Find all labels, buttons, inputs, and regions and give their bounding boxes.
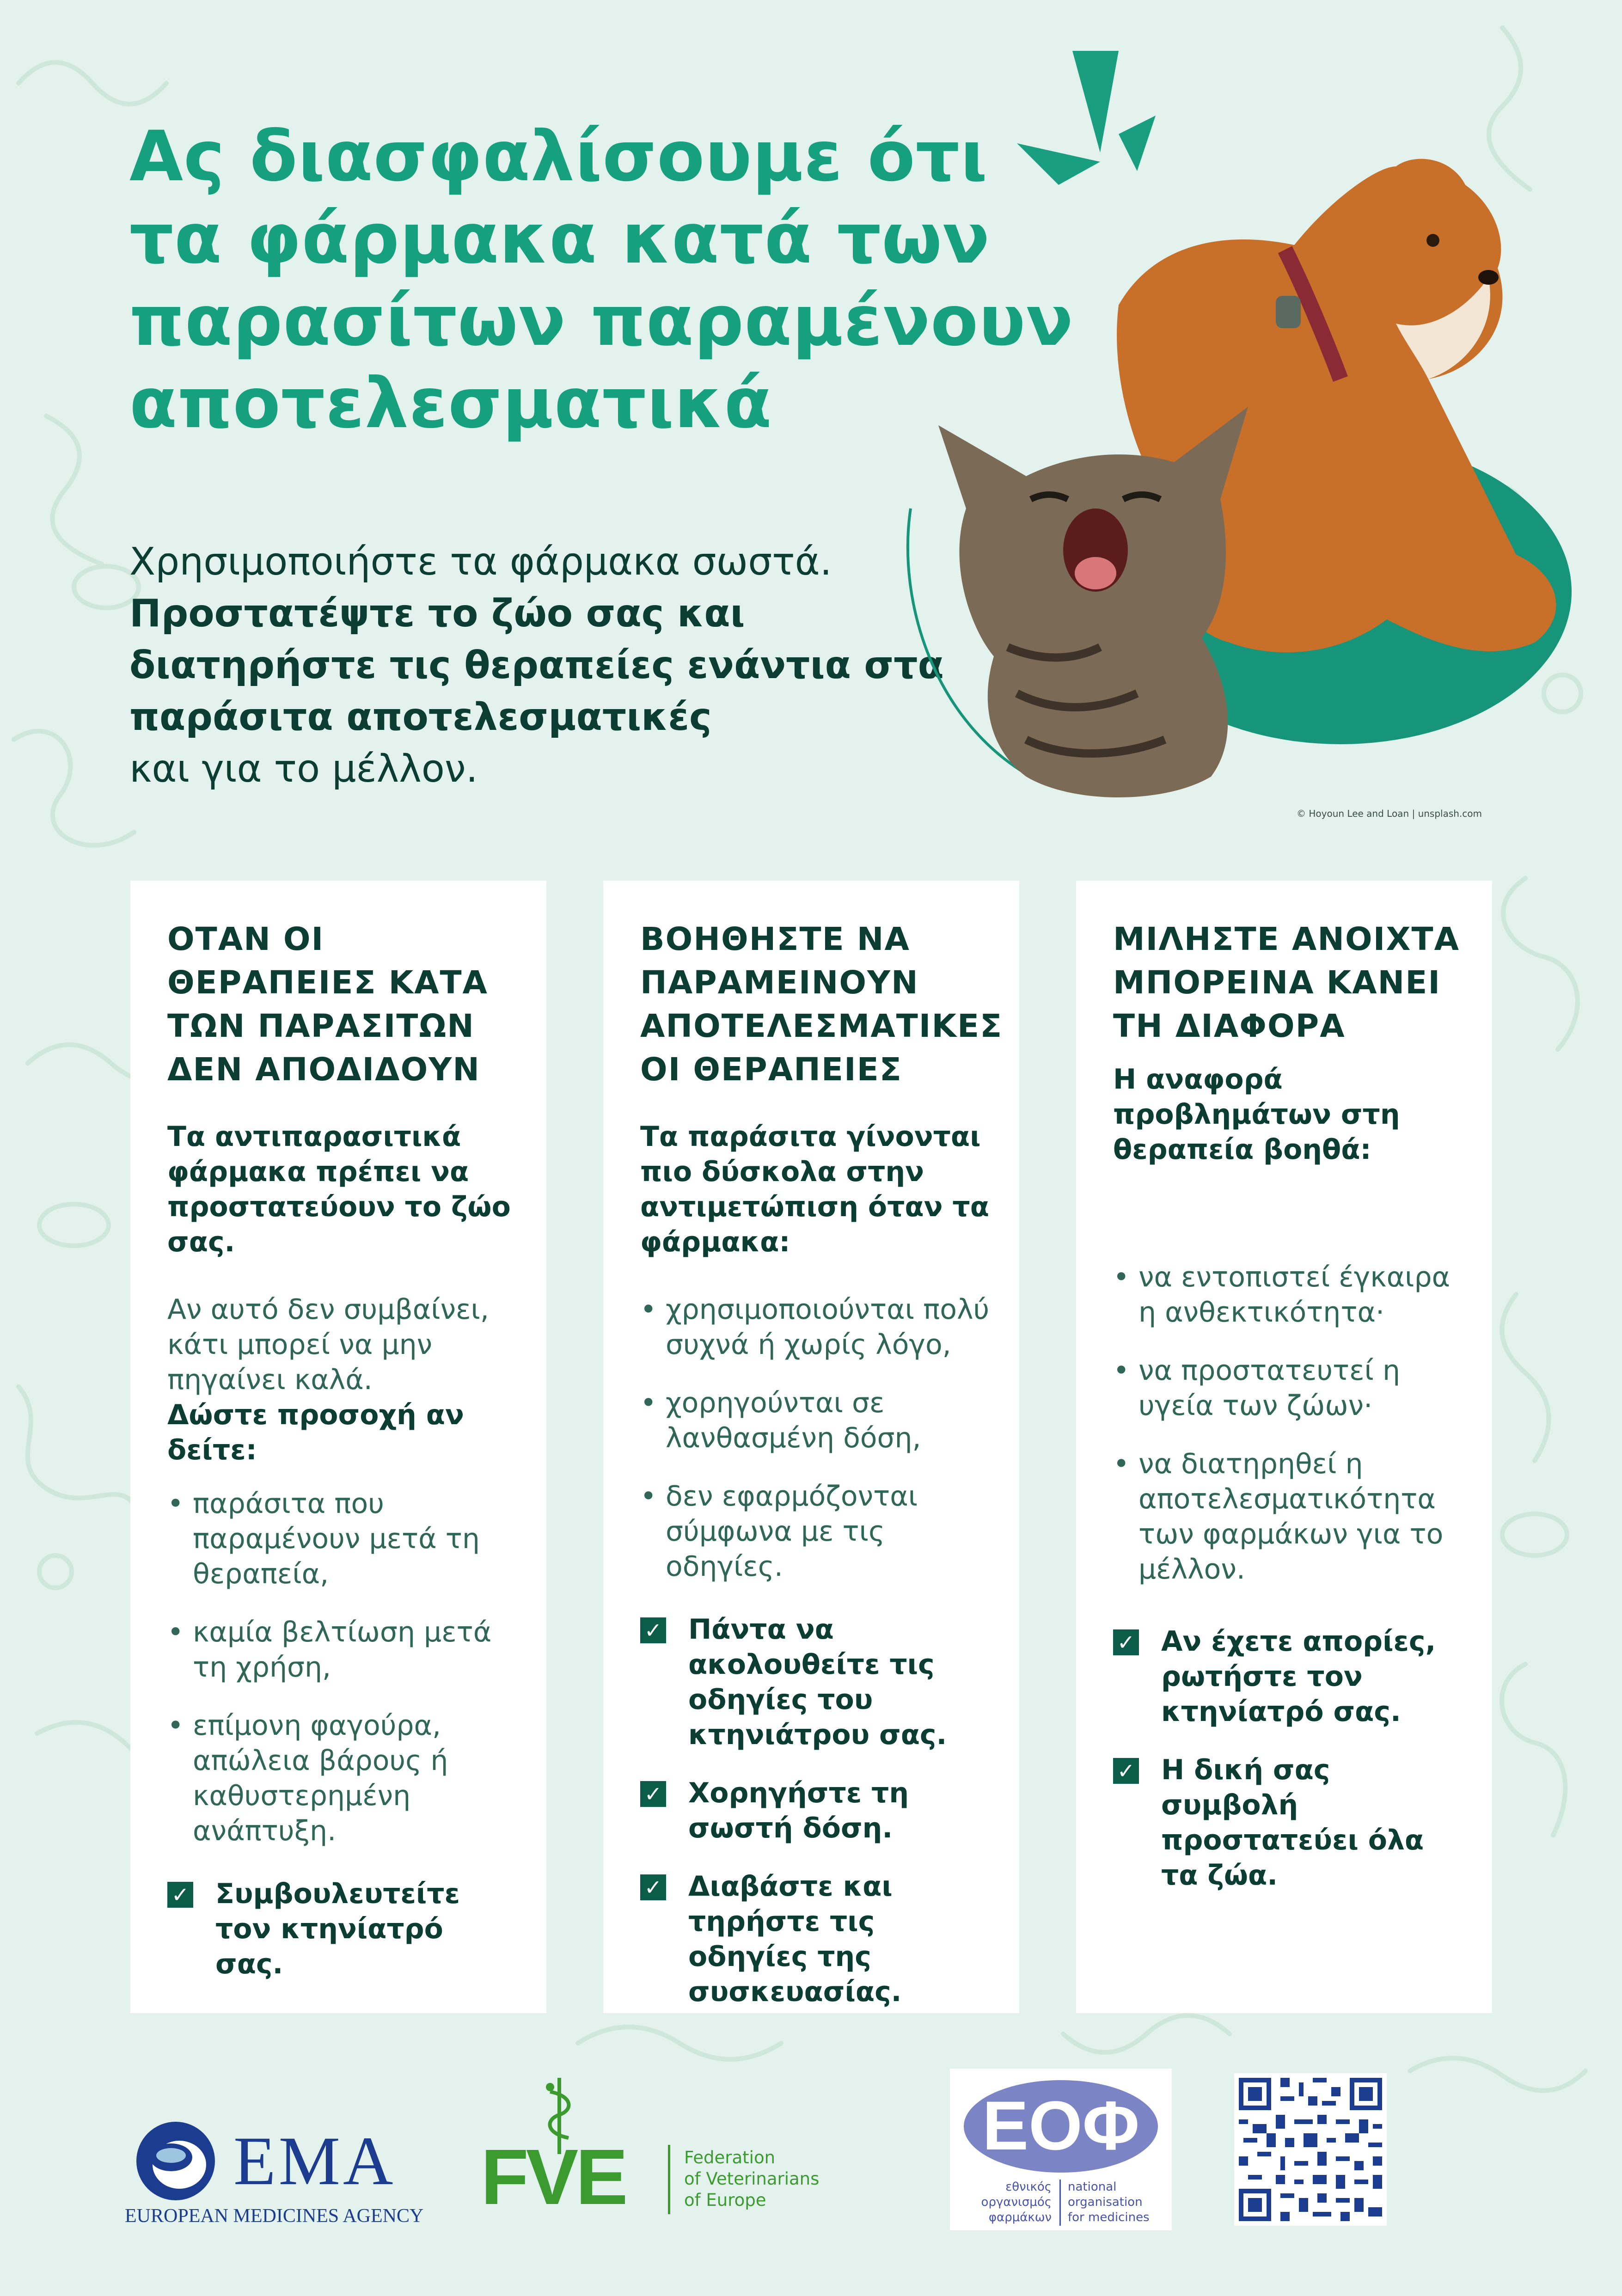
check-item — [640, 1776, 992, 1846]
bullet-icon: • — [167, 1709, 184, 1742]
spark-accent-icon — [1119, 116, 1156, 171]
card-body: Αν αυτό δεν συμβαίνει, κάτι μπορεί να μην πηγαίνει καλά. — [167, 1293, 489, 1396]
photo-credit: © Hoyoun Lee and Loan | unsplash.com — [1297, 808, 1482, 819]
subtitle-intro: Χρησιμοποιήστε τα φάρμακα σωστά. — [129, 540, 832, 584]
list-item: • χορηγούνται σε λανθασμένη δόση, — [640, 1385, 992, 1456]
eof-greek-text: εθνικός οργανισμός φαρμάκων — [981, 2180, 1052, 2224]
check-text: Η δική σας συμβολή προστατεύει όλα τα ζώα. — [1161, 1754, 1424, 1892]
dog-and-cat-illustration — [878, 46, 1599, 832]
list-item: • να εντοπιστεί έγκαιρα η ανθεκτικότητα· — [1113, 1260, 1464, 1330]
subtitle-bold: Προστατέψτε το ζώο σας και διατηρήστε τις θεραπείες ενάντια στα παράσιτα αποτελεσματικές — [129, 592, 944, 739]
check-item — [1113, 1624, 1464, 1729]
card-lead: Τα αντιπαρασιτικά φάρμακα πρέπει να προστατεύουν το ζώο σας. — [167, 1120, 511, 1258]
bullet-icon: • — [640, 1387, 657, 1419]
list-item: • καμία βελτίωση μετά τη χρήση, — [167, 1615, 519, 1685]
ema-logo — [125, 2119, 424, 2240]
list-item: • επίμονη φαγούρα, απώλεια βάρους ή καθυστερημένη ανάπτυξη. — [167, 1708, 519, 1849]
bullet-icon: • — [640, 1480, 657, 1512]
page-title: Ας διασφαλίσουμε ότι τα φάρμακα κατά των παρασίτων παραμένουν αποτελεσματικά — [129, 116, 1074, 444]
eof-divider — [1059, 2180, 1061, 2226]
checkbox-icon: ✓ — [640, 1617, 666, 1643]
fve-text: Federation of Veterinarians of Europe — [684, 2148, 820, 2210]
check-text: Πάντα να ακολουθείτε τις οδηγίες του κτηνιάτρου σας. — [688, 1613, 947, 1751]
card-heading: ΜΙΛΗΣΤΕ ΑΝΟΙΧΤΑ ΜΠΟΡΕΙΝΑ ΚΑΝΕΙ ΤΗ ΔΙΑΦΟΡΑ — [1113, 921, 1460, 1045]
subtitle — [129, 536, 961, 795]
eof-english-text: national organisation for medicines — [1068, 2180, 1150, 2224]
bullet-icon: • — [167, 1616, 184, 1648]
card-keep-treatments-effective — [603, 881, 1019, 2013]
eof-mark-icon — [959, 2076, 1163, 2177]
fve-divider — [668, 2145, 670, 2214]
dog-nose — [1478, 270, 1499, 285]
fve-logo — [481, 2073, 860, 2230]
check-text: Διαβάστε και τηρήστε τις οδηγίες της συσκευασίας. — [688, 1870, 902, 2008]
check-text: Χορηγήστε τη σωστή δόση. — [688, 1777, 909, 1844]
card-speak-openly — [1076, 881, 1492, 2013]
cat-shape — [938, 407, 1248, 797]
bullet-icon: • — [1113, 1354, 1130, 1387]
card-lead: Η αναφορά προβλημάτων στη θεραπεία βοηθά: — [1113, 1063, 1400, 1166]
card-heading: ΒΟΗΘΗΣΤΕ ΝΑ ΠΑΡΑΜΕΙΝΟΥΝ ΑΠΟΤΕΛΕΣΜΑΤΙΚΕΣ ΟΙ ΘΕΡΑΠΕΙΕΣ — [640, 921, 1003, 1088]
check-item — [640, 1869, 992, 2009]
checkbox-icon: ✓ — [167, 1882, 193, 1908]
check-item — [167, 1876, 519, 1982]
bullet-icon: • — [1113, 1448, 1130, 1480]
card-lead: Τα παράσιτα γίνονται πιο δύσκολα στην αντιμετώπιση όταν τα φάρμακα: — [640, 1120, 989, 1258]
list-item: • παράσιτα που παραμένουν μετά τη θεραπεία, — [167, 1486, 519, 1592]
footer-logos — [0, 2052, 1622, 2260]
eof-logo — [950, 2069, 1172, 2230]
spark-accent-icon — [1017, 143, 1100, 185]
check-text: Συμβουλευτείτε τον κτηνίατρό σας. — [215, 1878, 460, 1980]
qr-code-icon[interactable] — [1234, 2073, 1387, 2226]
checkbox-icon: ✓ — [1113, 1758, 1139, 1784]
subtitle-outro: και για το μέλλον. — [129, 747, 478, 791]
card-when-treatments-fail — [130, 881, 546, 2013]
checkbox-icon: ✓ — [640, 1874, 666, 1900]
ema-subtitle: EUROPEAN MEDICINES AGENCY — [125, 2205, 424, 2227]
spark-accent-icon — [1072, 51, 1119, 153]
card-heading: ΟΤΑΝ ΟΙ ΘΕΡΑΠΕΙΕΣ ΚΑΤΑ ΤΩΝ ΠΑΡΑΣΙΤΩΝ ΔΕΝ ΑΠΟΔΙΔΟΥΝ — [167, 921, 488, 1088]
dog-eye — [1426, 234, 1439, 247]
bullet-icon: • — [640, 1293, 657, 1326]
bullet-icon: • — [1113, 1261, 1130, 1293]
list-item: • χρησιμοποιούνται πολύ συχνά ή χωρίς λόγο, — [640, 1292, 992, 1362]
list-item: • να διατηρηθεί η αποτελεσματικότητα των φαρμάκων για το μέλλον. — [1113, 1446, 1464, 1587]
check-item — [640, 1612, 992, 1752]
bullet-icon: • — [167, 1488, 184, 1520]
checkbox-icon: ✓ — [1113, 1629, 1139, 1655]
bullet-list — [1113, 1260, 1464, 1587]
bullet-list — [640, 1292, 992, 1584]
checkbox-icon: ✓ — [640, 1781, 666, 1807]
ema-emblem-icon — [125, 2119, 226, 2203]
card-strong: Δώστε προσοχή αν δείτε: — [167, 1399, 464, 1466]
list-item: • να προστατευτεί η υγεία των ζώων· — [1113, 1353, 1464, 1423]
fve-mark: FVE — [481, 2133, 625, 2221]
svg-text:ΕΟΦ: ΕΟΦ — [982, 2087, 1139, 2164]
cat-tongue — [1075, 557, 1116, 589]
list-item: • δεν εφαρμόζονται σύμφωνα με τις οδηγίες. — [640, 1479, 992, 1584]
check-item — [1113, 1752, 1464, 1893]
ema-name: EMA — [233, 2123, 396, 2199]
collar-tag — [1276, 296, 1301, 328]
check-text: Αν έχετε απορίες, ρωτήστε τον κτηνίατρό σας. — [1161, 1625, 1436, 1728]
bullet-list — [167, 1486, 519, 1849]
